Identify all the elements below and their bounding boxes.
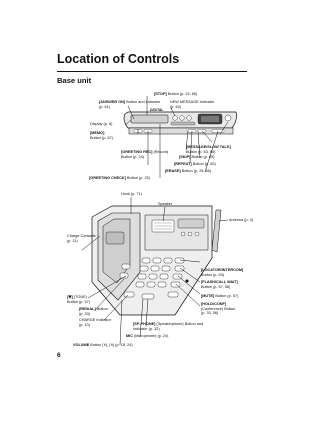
charge-indicator-line2: (p. 10) — [79, 322, 90, 327]
label-new-message — [170, 100, 214, 109]
panel-display — [131, 115, 168, 123]
label-speaker — [158, 202, 172, 207]
flash-call-wait-key: [FLASH/CALL WAIT] — [201, 280, 238, 284]
mute-text: Button (p. 57) — [214, 294, 239, 298]
greeting-check-key: [GREETING CHECK] — [89, 176, 126, 180]
answer-on-text: Button and Indicator — [125, 100, 161, 104]
label-skip — [179, 155, 214, 160]
redial-line2: (p. 33) — [79, 311, 90, 316]
label-charge-contacts — [67, 234, 96, 243]
mute-key: [MUTE] — [201, 294, 215, 298]
locator-intercom-line2: Button (p. 53) — [201, 272, 225, 277]
section-title: Base unit — [57, 76, 92, 85]
antenna-drawing — [212, 210, 221, 252]
memo-line2: Button (p. 67) — [90, 135, 114, 140]
skip-text: Button (p. 65) — [190, 155, 215, 159]
hook-text: Hook (p. 71) — [121, 192, 142, 196]
locator-intercom-key: [LOCATOR/INTERCOM] — [201, 268, 244, 272]
message-slow-talk-line2: Button (p. 63, 65) — [186, 149, 216, 154]
antenna-text: Antenna (p. 3) — [229, 218, 254, 222]
label-greeting-check — [89, 176, 150, 181]
message-slow-talk-key: [MESSAGE/SLOW TALK] — [186, 145, 231, 149]
page-title: Location of Controls — [57, 52, 180, 66]
repeat-text: Button (p. 65) — [191, 162, 216, 166]
repeat-key: [REPEAT] — [174, 162, 192, 166]
label-antenna — [229, 218, 253, 223]
speaker-text: Speaker — [158, 202, 173, 206]
label-sp-phone — [133, 322, 203, 331]
redial-key: [REDIAL] — [79, 307, 96, 311]
display-text: Display (p. 8) — [90, 122, 113, 126]
display-brand: DIGITAL — [150, 108, 164, 112]
page-number: 6 — [57, 352, 61, 359]
label-hook — [121, 192, 142, 197]
hold-conf-line2: (Conference) Button — [201, 306, 236, 311]
label-hold-conf — [201, 302, 235, 316]
volume-key: VOLUME — [73, 343, 90, 347]
charge-contacts-text: Charge Contacts — [67, 234, 96, 238]
stop-text: Button (p. 24, 65) — [166, 92, 198, 96]
new-message-text: NEW MESSAGE Indicator — [170, 100, 215, 104]
label-charge-indicator — [79, 318, 111, 327]
greeting-rec-line2: Button (p. 24) — [121, 154, 145, 159]
erase-key: [ERASE] — [165, 169, 181, 173]
skip-key: [SKIP] — [179, 155, 191, 159]
label-mute — [201, 294, 238, 299]
label-locator-intercom — [201, 268, 243, 277]
memo-key: [MEMO] — [90, 131, 105, 135]
sp-phone-key: [SP-PHONE] — [133, 322, 156, 326]
tone-key: [✱] — [67, 295, 73, 299]
label-repeat — [174, 162, 216, 167]
label-message-slow-talk — [186, 145, 231, 154]
redial-text: Button — [95, 307, 108, 311]
label-flash-call-wait — [201, 280, 238, 289]
label-memo — [90, 131, 113, 140]
hold-conf-line3: (p. 33, 56) — [201, 311, 219, 315]
label-stop — [154, 92, 197, 97]
label-greeting-rec — [121, 150, 168, 159]
stop-key: [STOP] — [154, 92, 167, 96]
charge-contacts-line2: (p. 11) — [67, 238, 78, 243]
label-erase — [165, 169, 211, 174]
mic-key: MIC — [126, 334, 133, 338]
label-volume — [73, 343, 133, 348]
answer-on-key: [ANSWER ON] — [99, 100, 126, 104]
new-message-line2: (p. 63) — [170, 104, 181, 109]
greeting-rec-text: (Record) — [152, 150, 169, 154]
tone-text: (TONE) — [72, 295, 87, 299]
label-display — [90, 122, 112, 127]
tone-line2: Button (p. 57) — [67, 299, 91, 304]
label-redial — [79, 307, 108, 316]
answer-on-line2: (p. 61) — [99, 104, 110, 109]
hold-conf-key: [HOLD/CONF] — [201, 302, 227, 306]
sp-phone-text: (Speakerphone) Button and — [155, 322, 204, 326]
mic-text: (Microphone) (p. 24) — [132, 334, 169, 338]
charge-indicator-text: CHARGE Indicator — [79, 318, 111, 322]
base-unit-drawing — [92, 206, 221, 315]
label-mic — [126, 334, 168, 339]
sp-phone-line2: Indicator (p. 32) — [133, 326, 160, 331]
erase-text: Button (p. 25, 66) — [180, 169, 212, 173]
label-tone — [67, 295, 90, 304]
greeting-check-text: Button (p. 25) — [125, 176, 150, 180]
answering-panel-drawing — [124, 112, 237, 134]
greeting-rec-key: [GREETING REC] — [121, 150, 153, 154]
flash-call-wait-line2: Button (p. 57, 58) — [201, 284, 231, 289]
volume-text: Button [∨], [∧] (p. 18, 24) — [89, 343, 133, 347]
